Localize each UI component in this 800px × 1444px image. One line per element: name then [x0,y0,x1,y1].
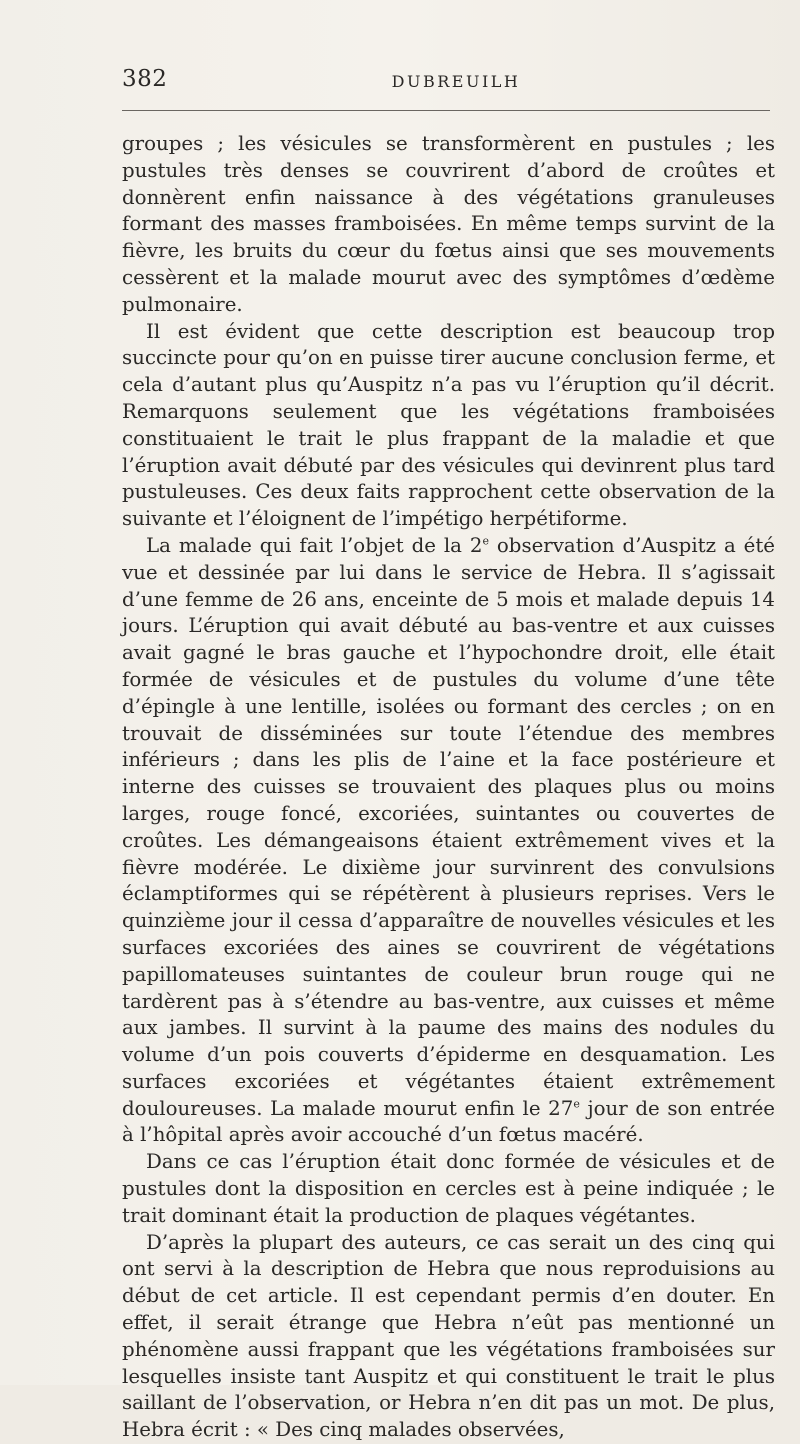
body-text [122,131,775,1444]
running-title: DUBREUILH [391,72,521,91]
paragraph-3-part-3: jour de son entrée à l’hôpital après avoir accouché d’un fœtus macéré. [122,1096,775,1147]
ordinal-superscript-2: e [573,1097,580,1111]
ordinal-superscript: e [482,534,489,548]
paragraph-5: D’après la plupart des auteurs, ce cas serait un des cinq qui ont servi à la description de Hebra que nous reproduisions au début de cet article. Il est cependant permis d’en douter. En effet, il serait étrange que Hebra n’eût pas mentionné un phénomène aussi frappant que les végétations framboisées sur lesquelles insiste tant Auspitz et qui constituent le trait le plus saillant de l’observation, or Hebra n’en dit pas un mot. De plus, Hebra écrit : « Des cinq malades observées, [122,1230,775,1442]
page-header [122,66,770,111]
paragraph-3-part-2: observation d’Auspitz a été vue et dessinée par lui dans le service de Hebra. Il s’agissait d’une femme de 26 ans, enceinte de 5 mois et malade depuis 14 jours. L’éruption qui avait débuté au bas-ventre et aux cuisses avait gagné le bras gauche et l’hypochondre droit, elle était formée de vésicules et de pustules du volume d’une tête d’épingle à une lentille, isolées ou formant des cercles ; on en trouvait de disséminées sur toute l’étendue des membres inférieurs ; dans les plis de l’aine et la face postérieure et interne des cuisses se trouvaient des plaques plus ou moins larges, rouge foncé, excoriées, suintantes ou couvertes de croûtes. Les démangeaisons étaient extrêmement vives et la fièvre modérée. Le dixième jour survinrent des convulsions éclamptiformes qui se répétèrent à plusieurs reprises. Vers le quinzième jour il cessa d’apparaître de nouvelles vésicules et les surfaces excoriées des aines se couvrirent de végétations papillomateuses suintantes de couleur brun rouge qui ne tardèrent pas à s’étendre au bas-ventre, aux cuisses et même aux jambes. Il survint à la paume des mains des nodules du volume d’un pois couverts d’épiderme en desquamation. Les surfaces excoriées et végétantes étaient extrêmement douloureuses. La malade mourut enfin le 27 [122,533,775,1120]
paragraph-3-part-1: La malade qui fait l’objet de la 2 [146,533,483,557]
paragraph-1: groupes ; les vésicules se transformèrent en pustules ; les pustules très denses se couvrirent d’abord de croûtes et donnèrent enfin naissance à des végétations granuleuses formant des masses framboisées. En même temps survint de la fièvre, les bruits du cœur du fœtus ainsi que ses mouvements cessèrent et la malade mourut avec des symptômes d’œdème pulmonaire. [122,132,775,316]
paragraph-3 [122,533,775,1149]
paragraph-2: Il est évident que cette description est beaucoup trop succincte pour qu’on en puisse tirer aucune conclusion ferme, et cela d’autant plus qu’Auspitz n’a pas vu l’éruption qu’il décrit. Remarquons seulement que les végétations framboisées constituaient le trait le plus frappant de la maladie et que l’éruption avait débuté par des vésicules qui devinrent plus tard pustuleuses. Ces deux faits rapprochent cette observation de la suivante et l’éloignent de l’impétigo herpétiforme. [122,319,775,531]
page-number: 382 [122,66,168,92]
paragraph-4: Dans ce cas l’éruption était donc formée de vésicules et de pustules dont la disposition en cercles est à peine indiquée ; le trait dominant était la production de plaques végétantes. [122,1150,775,1227]
